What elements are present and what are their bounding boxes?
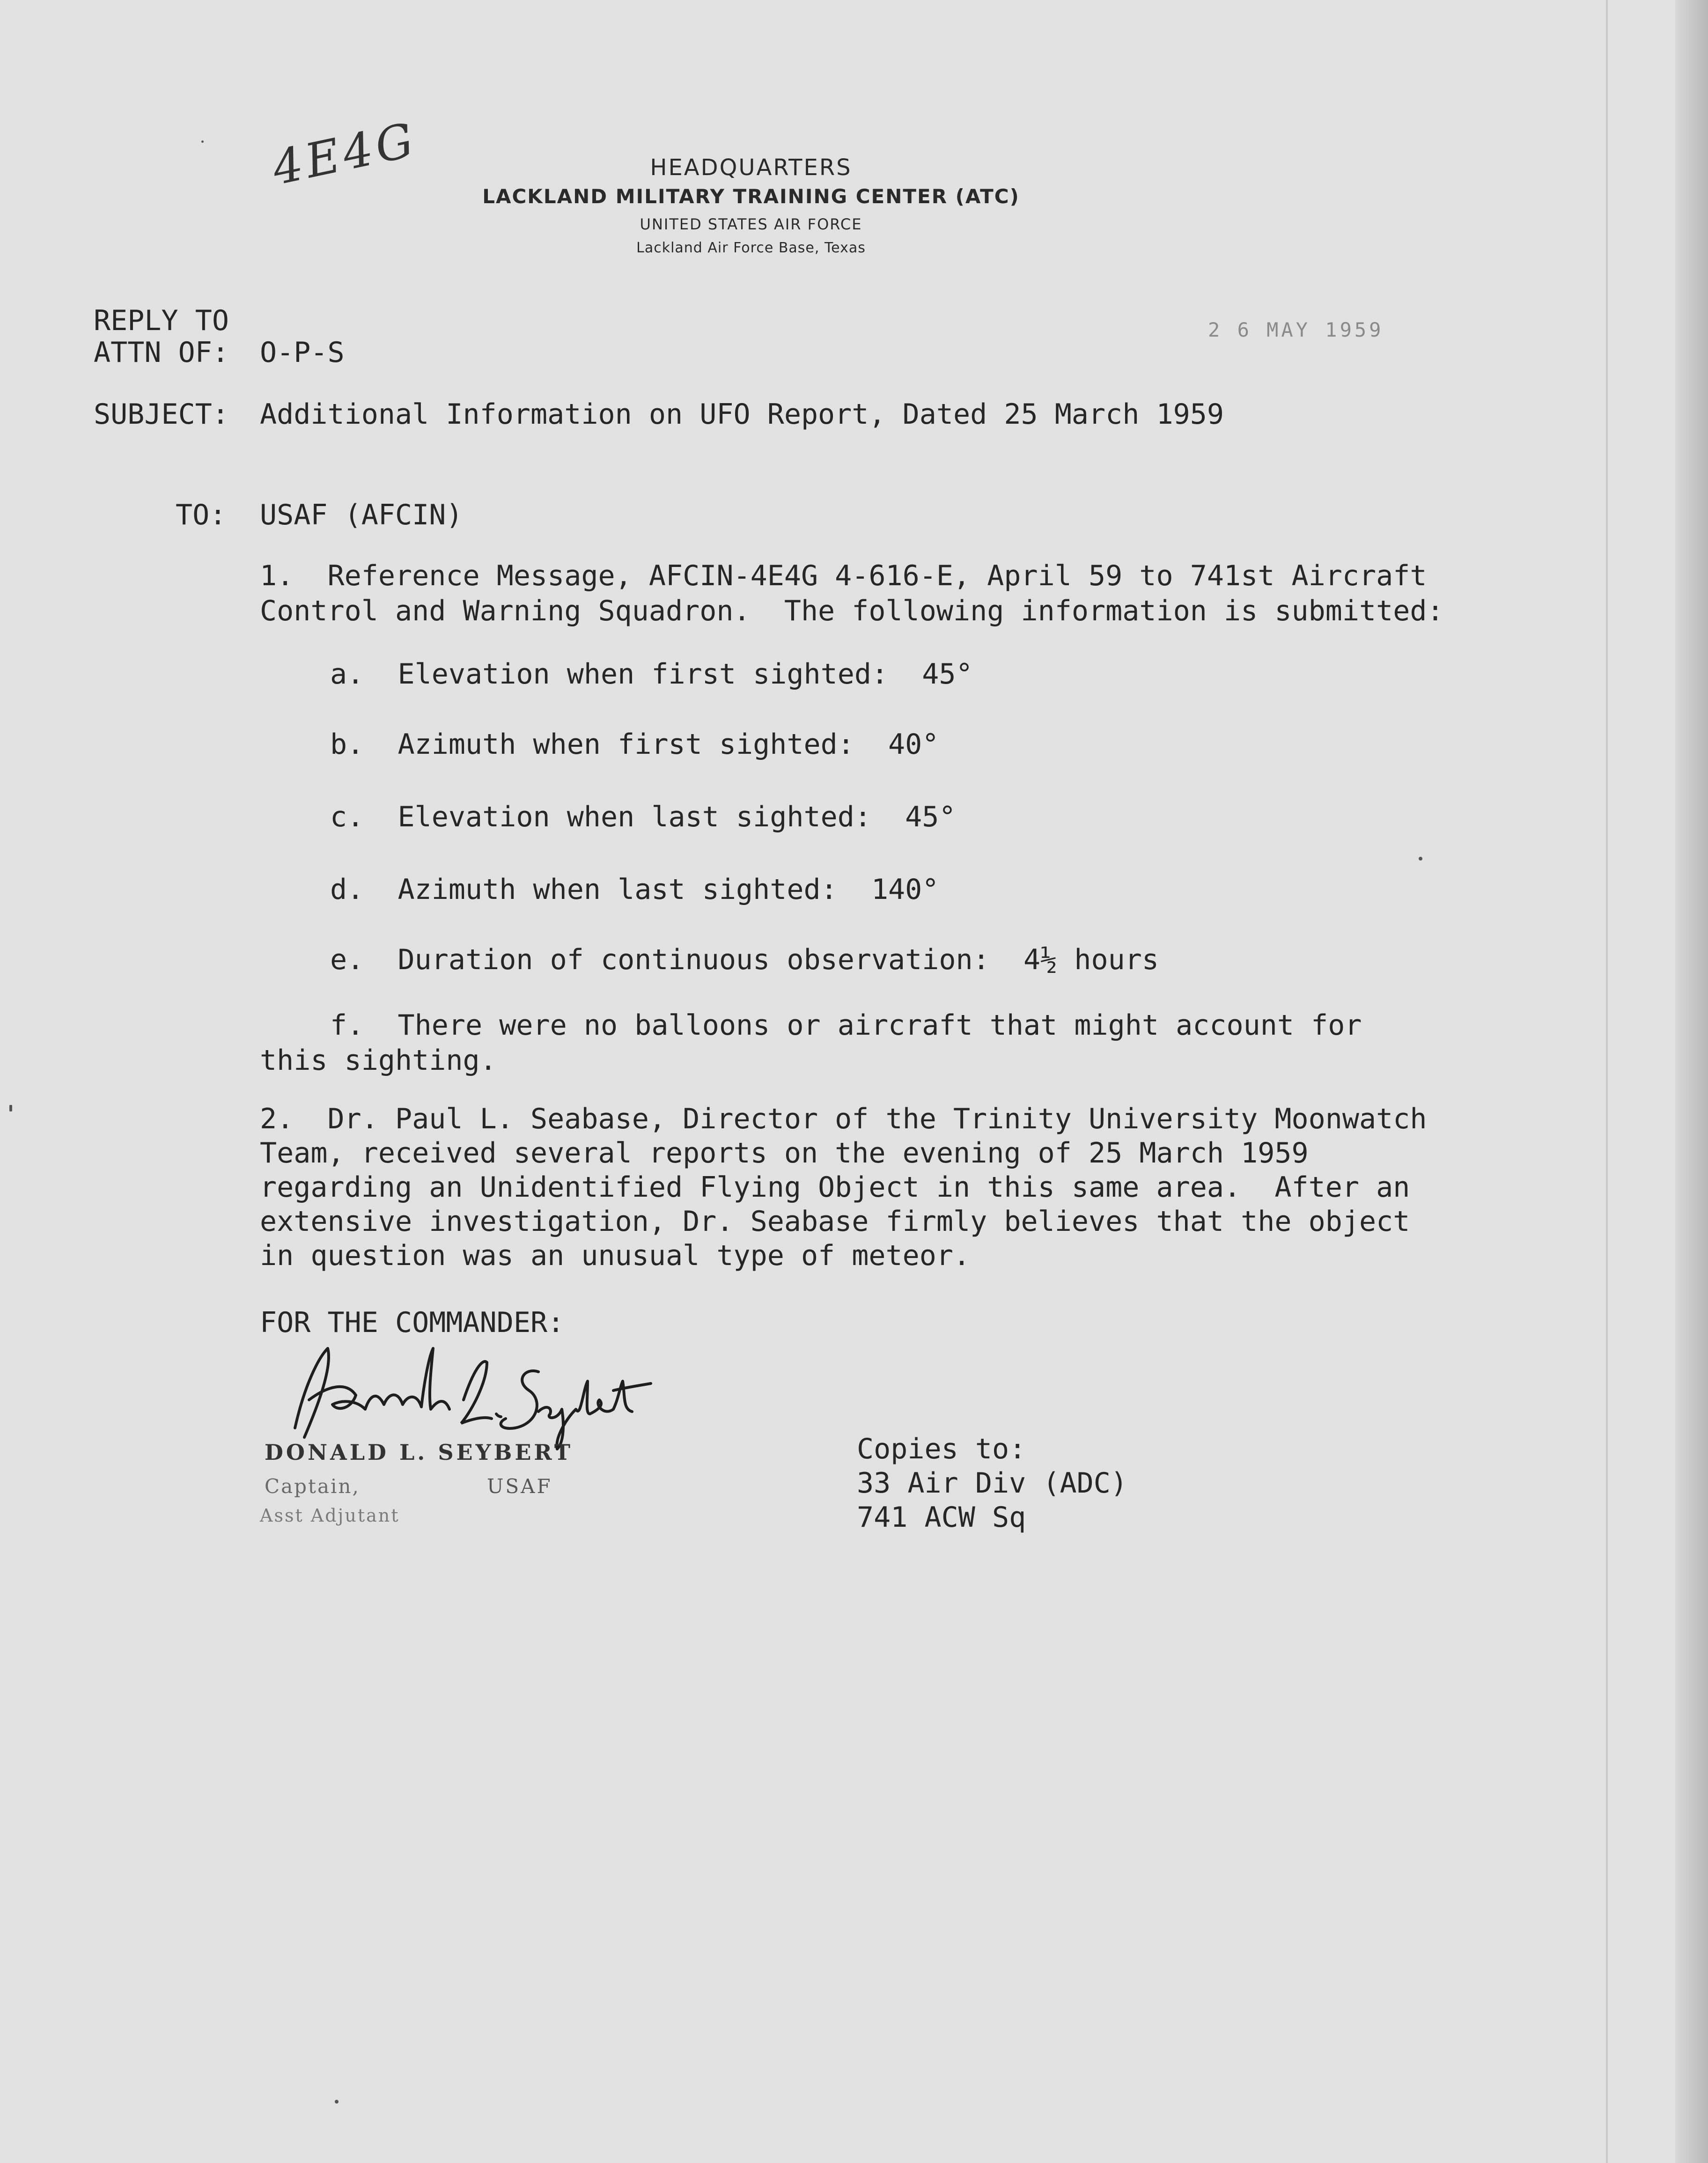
- to-label: TO:: [176, 499, 227, 531]
- list-item-f-line-1: f. There were no balloons or aircraft that might account for: [330, 1009, 1362, 1042]
- paragraph-2-line-5: in question was an unusual type of meteor.: [260, 1239, 971, 1272]
- scan-speck: [335, 2100, 339, 2104]
- list-item-a: a. Elevation when first sighted: 45°: [330, 658, 973, 691]
- list-item-b: b. Azimuth when first sighted: 40°: [330, 728, 939, 761]
- signer-service: USAF: [487, 1475, 552, 1498]
- copies-recipient: 741 ACW Sq: [857, 1501, 1026, 1534]
- paragraph-2-line-2: Team, received several reports on the evening of 25 March 1959: [260, 1137, 1309, 1170]
- paragraph-2-line-3: regarding an Unidentified Flying Object in this same area. After an: [260, 1171, 1410, 1204]
- list-item-c: c. Elevation when last sighted: 45°: [330, 801, 956, 833]
- subject-label: SUBJECT:: [94, 398, 229, 431]
- copies-recipient: 33 Air Div (ADC): [857, 1467, 1127, 1500]
- scan-speck: [1419, 857, 1422, 861]
- list-item-d: d. Azimuth when last sighted: 140°: [330, 873, 939, 906]
- paragraph-2-line-1: 2. Dr. Paul L. Seabase, Director of the Trinity University Moonwatch: [260, 1103, 1427, 1135]
- list-item-f-line-2: this sighting.: [260, 1044, 497, 1077]
- letterhead-location: Lackland Air Force Base, Texas: [636, 240, 866, 256]
- letterhead-headquarters: HEADQUARTERS: [650, 154, 852, 181]
- for-the-commander: FOR THE COMMANDER:: [260, 1306, 565, 1339]
- signer-rank: Captain,: [265, 1475, 360, 1498]
- letterhead-center: LACKLAND MILITARY TRAINING CENTER (ATC): [482, 185, 1020, 208]
- handwritten-signature: [276, 1330, 660, 1451]
- file-mark: 4E4G: [267, 111, 422, 196]
- scan-edge: [1675, 0, 1708, 2163]
- signer-name: DONALD L. SEYBERT: [265, 1440, 574, 1465]
- date-stamp: 2 6 MAY 1959: [1208, 318, 1384, 341]
- subject-value: Additional Information on UFO Report, Dated 25 March 1959: [260, 398, 1224, 431]
- to-value: USAF (AFCIN): [260, 499, 463, 531]
- attn-label: ATTN OF:: [94, 336, 229, 369]
- paragraph-1-line-2: Control and Warning Squadron. The following information is submitted:: [260, 595, 1444, 627]
- reply-to-label: REPLY TO: [94, 304, 229, 337]
- paragraph-2-line-4: extensive investigation, Dr. Seabase firmly believes that the object: [260, 1205, 1410, 1238]
- attn-value: O-P-S: [260, 336, 345, 369]
- list-item-e: e. Duration of continuous observation: 4½ hours: [330, 943, 1159, 976]
- copies-label: Copies to:: [857, 1433, 1026, 1465]
- paragraph-1-line-1: 1. Reference Message, AFCIN-4E4G 4-616-E, April 59 to 741st Aircraft: [260, 559, 1427, 592]
- scan-fold-line: [1606, 0, 1608, 2163]
- scan-speck: [201, 140, 204, 143]
- signer-title: Asst Adjutant: [260, 1505, 400, 1526]
- scan-speck: [9, 1105, 12, 1111]
- letterhead-service: UNITED STATES AIR FORCE: [640, 215, 862, 233]
